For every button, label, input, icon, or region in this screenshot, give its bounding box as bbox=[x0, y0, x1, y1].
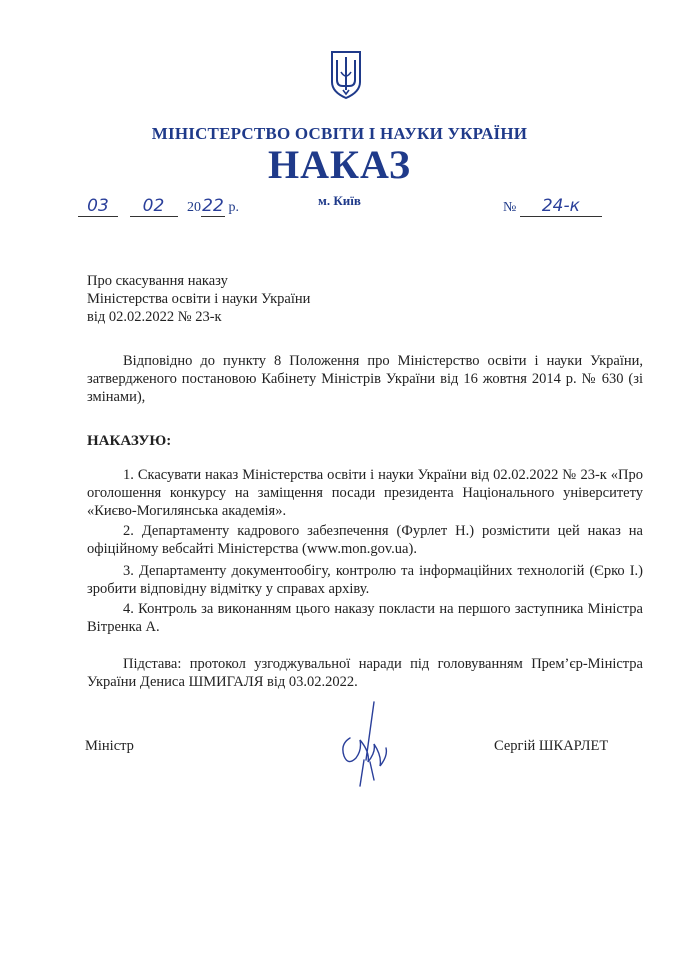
date-year-suffix: 22 bbox=[202, 196, 224, 216]
basis-paragraph: Підстава: протокол узгоджувальної наради під головуванням Прем’єр-Міністра України Дениса ШМИГАЛЯ від 03.02.2022. bbox=[87, 656, 643, 690]
order-subject bbox=[87, 272, 310, 326]
order-item: 3. Департаменту документообігу, контролю та інформаційних технологій (Єрко І.) зробити відповідну відмітку у справах архіву. bbox=[87, 563, 643, 597]
document-type-title: НАКАЗ bbox=[267, 142, 411, 187]
number-prefix: № bbox=[503, 200, 517, 215]
trident-icon bbox=[329, 50, 363, 100]
date-suffix: р. bbox=[228, 200, 239, 215]
signatory-title: Міністр bbox=[85, 738, 134, 754]
order-date bbox=[78, 196, 239, 217]
order-item: 1. Скасувати наказ Міністерства освіти і науки України від 02.02.2022 № 23-к «Про оголошення конкурсу на заміщення посади президента Національного університету «Києво-Могилянська академія». bbox=[87, 467, 643, 519]
subject-line: від 02.02.2022 № 23-к bbox=[87, 309, 222, 325]
date-day: 03 bbox=[78, 196, 118, 217]
order-heading: НАКАЗУЮ: bbox=[87, 433, 172, 449]
date-month: 02 bbox=[130, 196, 178, 217]
subject-line: Про скасування наказу bbox=[87, 273, 228, 289]
signatory-name: Сергій ШКАРЛЕТ bbox=[494, 738, 609, 754]
order-item: 2. Департаменту кадрового забезпечення (Фурлет Н.) розмістити цей наказ на офіційному вебсайті Міністерства (www.mon.gov.ua). bbox=[87, 523, 643, 557]
order-item: 4. Контроль за виконанням цього наказу покласти на першого заступника Міністра Вітренка А. bbox=[87, 601, 643, 635]
ministry-name: МІНІСТЕРСТВО ОСВІТИ І НАУКИ УКРАЇНИ bbox=[151, 124, 528, 143]
city-label: м. Київ bbox=[318, 193, 361, 208]
order-number bbox=[503, 196, 602, 217]
preamble-paragraph: Відповідно до пункту 8 Положення про Міністерство освіти і науки України, затвердженого постановою Кабінету Міністрів України від 16 жовтня 2014 р. № 630 (зі змінами), bbox=[87, 353, 643, 405]
handwritten-signature bbox=[330, 700, 400, 790]
subject-line: Міністерства освіти і науки України bbox=[87, 291, 311, 307]
date-year-prefix: 20 bbox=[187, 200, 201, 215]
number-value: 24-к bbox=[520, 196, 602, 217]
